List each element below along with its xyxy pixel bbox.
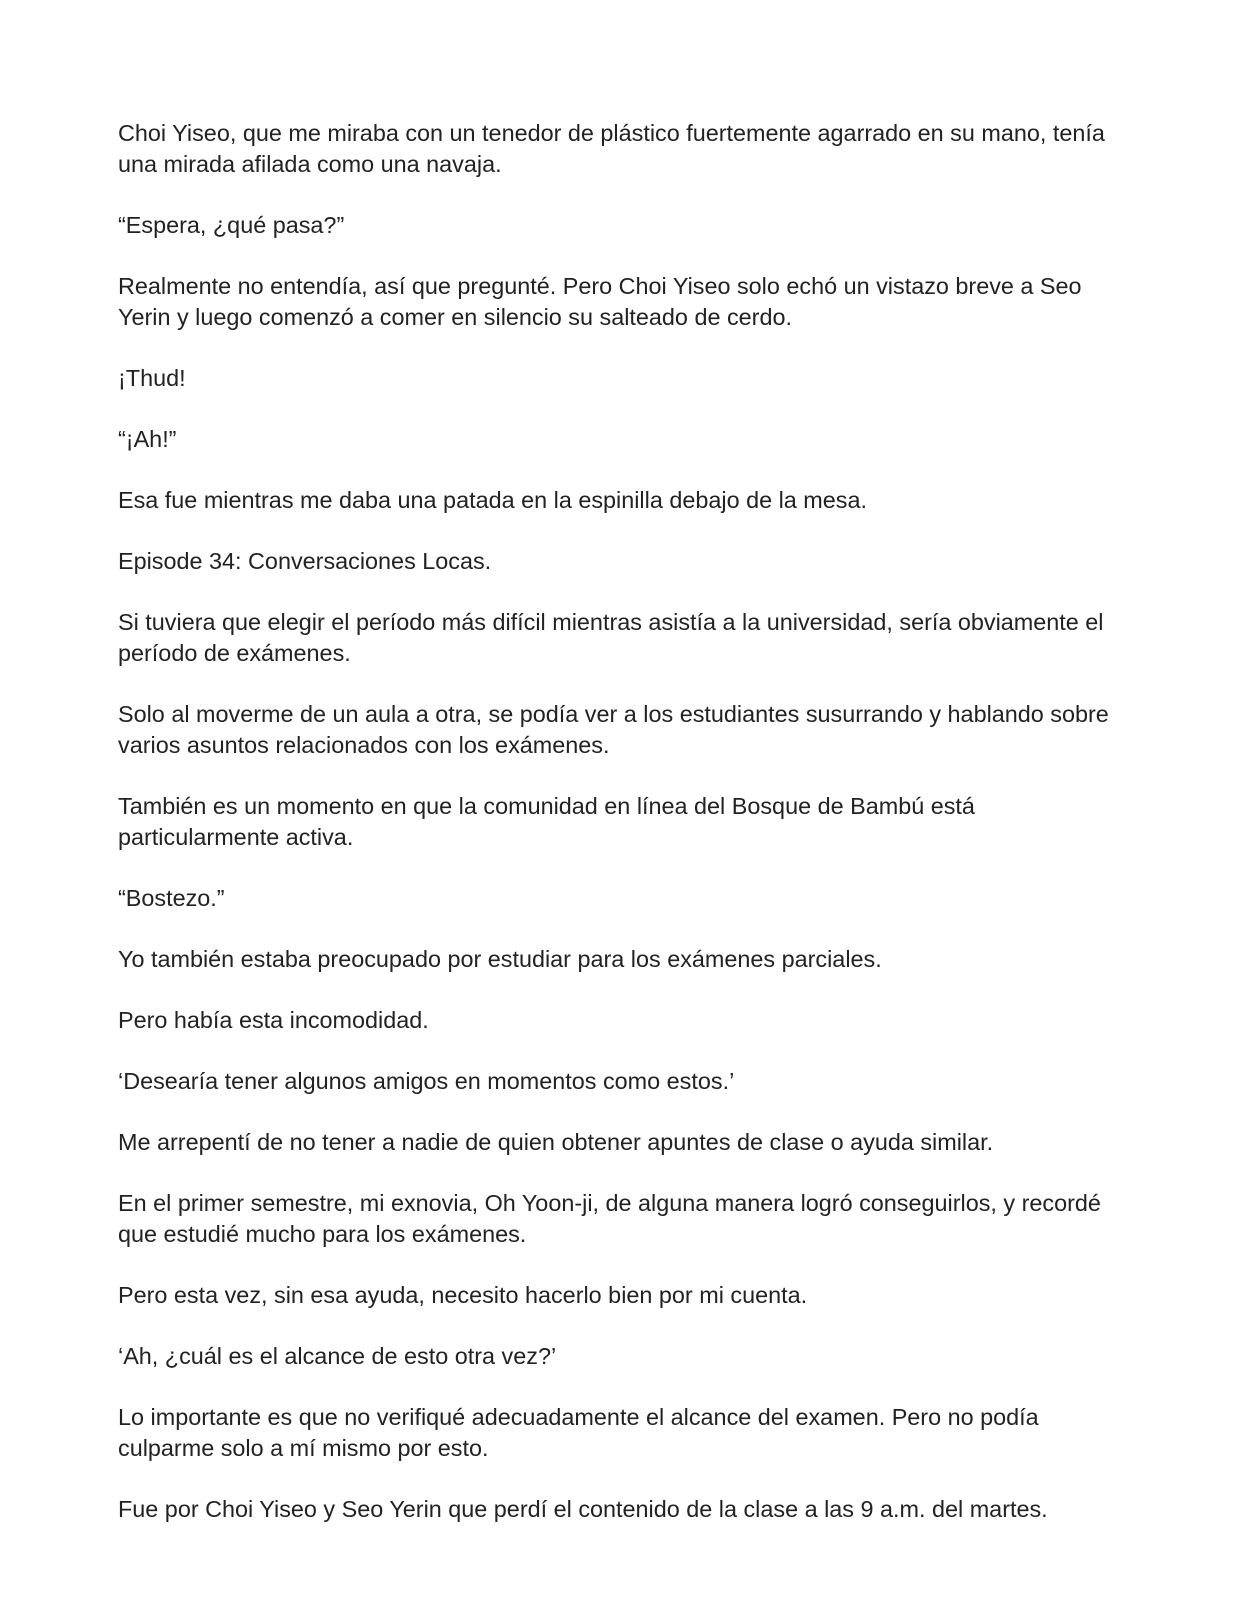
episode-heading: Episode 34: Conversaciones Locas. bbox=[118, 548, 492, 574]
paragraph-4: ¡Thud! bbox=[118, 365, 186, 391]
paragraph-9: Solo al moverme de un aula a otra, se podía ver a los estudiantes susurrando y hablando sobre varios asuntos relacionados con los exámenes. bbox=[118, 701, 1109, 758]
paragraph-20: Fue por Choi Yiseo y Seo Yerin que perdí el contenido de la clase a las 9 a.m. del martes. bbox=[118, 1496, 1048, 1522]
paragraph-14: ‘Desearía tener algunos amigos en momentos como estos.’ bbox=[118, 1068, 735, 1094]
paragraph-11: “Bostezo.” bbox=[118, 885, 225, 911]
paragraph-16: En el primer semestre, mi exnovia, Oh Yoon-ji, de alguna manera logró conseguirlos, y recordé que estudié mucho para los exámenes. bbox=[118, 1190, 1101, 1247]
paragraph-12: Yo también estaba preocupado por estudiar para los exámenes parciales. bbox=[118, 946, 882, 972]
paragraph-18: ‘Ah, ¿cuál es el alcance de esto otra vez?’ bbox=[118, 1343, 557, 1369]
paragraph-8: Si tuviera que elegir el período más difícil mientras asistía a la universidad, sería obviamente el período de exámenes. bbox=[118, 609, 1104, 666]
paragraph-19: Lo importante es que no verifiqué adecuadamente el alcance del examen. Pero no podía culparme solo a mí mismo por esto. bbox=[118, 1404, 1039, 1461]
paragraph-5: “¡Ah!” bbox=[118, 426, 177, 452]
paragraph-15: Me arrepentí de no tener a nadie de quien obtener apuntes de clase o ayuda similar. bbox=[118, 1129, 994, 1155]
paragraph-6: Esa fue mientras me daba una patada en la espinilla debajo de la mesa. bbox=[118, 487, 867, 513]
paragraph-10: También es un momento en que la comunidad en línea del Bosque de Bambú está particularmente activa. bbox=[118, 793, 975, 850]
paragraph-3: Realmente no entendía, así que pregunté. Pero Choi Yiseo solo echó un vistazo breve a Seo Yerin y luego comenzó a comer en silencio su salteado de cerdo. bbox=[118, 273, 1082, 330]
paragraph-13: Pero había esta incomodidad. bbox=[118, 1007, 429, 1033]
paragraph-2: “Espera, ¿qué pasa?” bbox=[118, 212, 345, 238]
paragraph-1: Choi Yiseo, que me miraba con un tenedor de plástico fuertemente agarrado en su mano, tenía una mirada afilada como una navaja. bbox=[118, 120, 1105, 177]
paragraph-17: Pero esta vez, sin esa ayuda, necesito hacerlo bien por mi cuenta. bbox=[118, 1282, 808, 1308]
document-body bbox=[118, 118, 1118, 1555]
